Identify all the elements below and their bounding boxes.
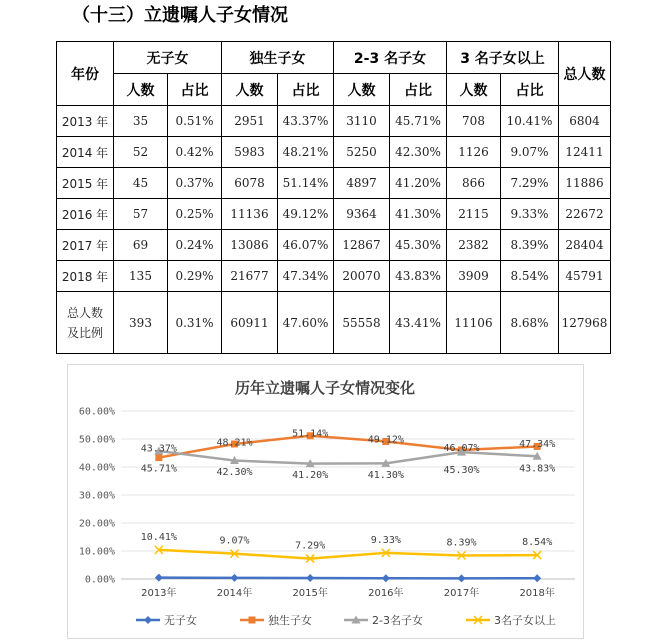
table-cell: 10.41% xyxy=(501,106,559,137)
table-cell: 5983 xyxy=(222,137,278,168)
table-row xyxy=(57,168,611,199)
data-label: 48.21% xyxy=(216,437,253,449)
total-cell: 47.60% xyxy=(278,292,334,354)
table-cell: 11136 xyxy=(222,199,278,230)
table-cell: 41.30% xyxy=(390,199,447,230)
total-row-label-line2: 及比例 xyxy=(66,325,103,340)
y-tick-label: 0.00% xyxy=(84,574,115,586)
data-label: 9.07% xyxy=(219,535,250,547)
table-cell: 35 xyxy=(114,106,168,137)
y-tick-label: 30.00% xyxy=(78,490,115,502)
table-cell: 6078 xyxy=(222,168,278,199)
year-cell: 2018 年 xyxy=(57,261,114,292)
data-label: 8.39% xyxy=(446,537,477,549)
table-cell: 0.25% xyxy=(168,199,222,230)
sub-header: 占比 xyxy=(501,74,559,106)
total-cell: 11106 xyxy=(447,292,501,354)
table-cell: 9364 xyxy=(334,199,390,230)
point-marker xyxy=(533,574,541,582)
table-cell: 5250 xyxy=(334,137,390,168)
year-cell: 2017 年 xyxy=(57,230,114,261)
sub-header: 占比 xyxy=(168,74,222,106)
table-cell: 8.39% xyxy=(501,230,559,261)
legend-label: 3名子女以上 xyxy=(494,614,556,627)
row-total-cell: 22672 xyxy=(559,199,611,230)
table-cell: 8.54% xyxy=(501,261,559,292)
point-marker xyxy=(144,616,152,624)
data-label: 41.20% xyxy=(292,470,329,482)
row-total-cell: 45791 xyxy=(559,261,611,292)
year-cell: 2015 年 xyxy=(57,168,114,199)
y-tick-label: 40.00% xyxy=(78,462,115,474)
x-tick-label: 2017年 xyxy=(443,588,480,599)
group-header-no-children: 无子女 xyxy=(114,42,222,74)
y-tick-label: 50.00% xyxy=(78,434,115,446)
y-tick-label: 20.00% xyxy=(78,518,115,530)
year-cell: 2016 年 xyxy=(57,199,114,230)
data-label: 45.71% xyxy=(140,463,177,475)
table-cell: 57 xyxy=(114,199,168,230)
sub-header: 人数 xyxy=(334,74,390,106)
series-line xyxy=(159,451,537,464)
data-label: 43.37% xyxy=(140,443,177,455)
table-cell: 46.07% xyxy=(278,230,334,261)
group-header-2-3-children: 2-3 名子女 xyxy=(334,42,447,74)
row-total-cell: 11886 xyxy=(559,168,611,199)
total-cell: 0.31% xyxy=(168,292,222,354)
data-label: 7.29% xyxy=(295,540,326,552)
table-cell: 9.07% xyxy=(501,137,559,168)
data-label: 47.34% xyxy=(519,438,556,450)
data-label: 9.33% xyxy=(370,534,401,546)
data-label: 10.41% xyxy=(140,531,177,543)
data-label: 49.12% xyxy=(367,434,404,446)
year-cell: 2014 年 xyxy=(57,137,114,168)
table-cell: 47.34% xyxy=(278,261,334,292)
total-cell: 8.68% xyxy=(501,292,559,354)
total-cell: 393 xyxy=(114,292,168,354)
table-row xyxy=(57,199,611,230)
table-cell: 9.33% xyxy=(501,199,559,230)
sub-header: 人数 xyxy=(114,74,168,106)
point-marker xyxy=(382,574,390,582)
table-cell: 45.71% xyxy=(390,106,447,137)
table-cell: 135 xyxy=(114,261,168,292)
x-tick-label: 2014年 xyxy=(216,588,253,599)
trend-chart xyxy=(67,364,584,639)
legend-label: 独生子女 xyxy=(268,614,312,627)
total-row-label-line1: 总人数 xyxy=(66,305,103,320)
table-cell: 12867 xyxy=(334,230,390,261)
table-cell: 45.30% xyxy=(390,230,447,261)
table-cell: 2951 xyxy=(222,106,278,137)
testator-children-table xyxy=(56,41,611,354)
point-marker xyxy=(306,574,314,582)
data-label: 45.30% xyxy=(443,465,480,477)
sub-header: 人数 xyxy=(447,74,501,106)
data-label: 42.30% xyxy=(216,466,253,478)
table-cell: 0.51% xyxy=(168,106,222,137)
sub-header: 人数 xyxy=(222,74,278,106)
table-cell: 43.37% xyxy=(278,106,334,137)
table-cell: 1126 xyxy=(447,137,501,168)
table-cell: 3909 xyxy=(447,261,501,292)
chart-title: 历年立遗嘱人子女情况变化 xyxy=(234,379,416,397)
row-total-cell: 6804 xyxy=(559,106,611,137)
table-row xyxy=(57,106,611,137)
table-cell: 21677 xyxy=(222,261,278,292)
data-label: 46.07% xyxy=(443,442,480,454)
table-cell: 708 xyxy=(447,106,501,137)
table-cell: 52 xyxy=(114,137,168,168)
total-row xyxy=(57,292,611,354)
table-cell: 3110 xyxy=(334,106,390,137)
x-tick-label: 2015年 xyxy=(292,588,328,599)
total-row-label xyxy=(57,292,114,354)
table-row xyxy=(57,261,611,292)
x-tick-label: 2013年 xyxy=(141,588,177,599)
row-total-cell: 12411 xyxy=(559,137,611,168)
data-label: 43.83% xyxy=(519,463,556,475)
table-cell: 42.30% xyxy=(390,137,447,168)
total-cell: 60911 xyxy=(222,292,278,354)
table-cell: 20070 xyxy=(334,261,390,292)
table-cell: 41.20% xyxy=(390,168,447,199)
table-row xyxy=(57,230,611,261)
data-label: 41.30% xyxy=(367,469,404,481)
group-header-3-plus-children: 3 名子女以上 xyxy=(447,42,559,74)
table-cell: 0.29% xyxy=(168,261,222,292)
table-cell: 4897 xyxy=(334,168,390,199)
table-cell: 43.83% xyxy=(390,261,447,292)
y-tick-label: 10.00% xyxy=(78,546,115,558)
table-cell: 0.37% xyxy=(168,168,222,199)
point-marker xyxy=(249,617,256,624)
row-total-cell: 28404 xyxy=(559,230,611,261)
grand-total: 127968 xyxy=(559,292,611,354)
sub-header: 占比 xyxy=(278,74,334,106)
total-cell: 43.41% xyxy=(390,292,447,354)
table-cell: 7.29% xyxy=(501,168,559,199)
legend-label: 无子女 xyxy=(164,614,197,627)
legend-label: 2-3名子女 xyxy=(372,614,423,627)
point-marker xyxy=(231,574,239,582)
table-cell: 48.21% xyxy=(278,137,334,168)
table-cell: 2115 xyxy=(447,199,501,230)
point-marker xyxy=(155,574,163,582)
year-cell: 2013 年 xyxy=(57,106,114,137)
table-cell: 2382 xyxy=(447,230,501,261)
y-tick-label: 60.00% xyxy=(78,406,115,418)
data-label: 8.54% xyxy=(522,537,553,549)
x-tick-label: 2018年 xyxy=(519,588,555,599)
table-cell: 69 xyxy=(114,230,168,261)
table-cell: 51.14% xyxy=(278,168,334,199)
table-cell: 13086 xyxy=(222,230,278,261)
total-cell: 55558 xyxy=(334,292,390,354)
table-cell: 0.24% xyxy=(168,230,222,261)
table-cell: 0.42% xyxy=(168,137,222,168)
table-row xyxy=(57,137,611,168)
total-header: 总人数 xyxy=(559,42,611,106)
sub-header: 占比 xyxy=(390,74,447,106)
table-cell: 45 xyxy=(114,168,168,199)
point-marker xyxy=(155,454,162,461)
series-line xyxy=(159,578,537,579)
data-label: 51.14% xyxy=(292,428,329,440)
trend-chart-svg xyxy=(68,365,583,638)
section-heading: （十三）立遗嘱人子女情况 xyxy=(72,5,288,26)
x-tick-label: 2016年 xyxy=(368,588,404,599)
year-header: 年份 xyxy=(57,42,114,106)
point-marker xyxy=(458,574,466,582)
group-header-only-child: 独生子女 xyxy=(222,42,334,74)
table-cell: 866 xyxy=(447,168,501,199)
table-cell: 49.12% xyxy=(278,199,334,230)
